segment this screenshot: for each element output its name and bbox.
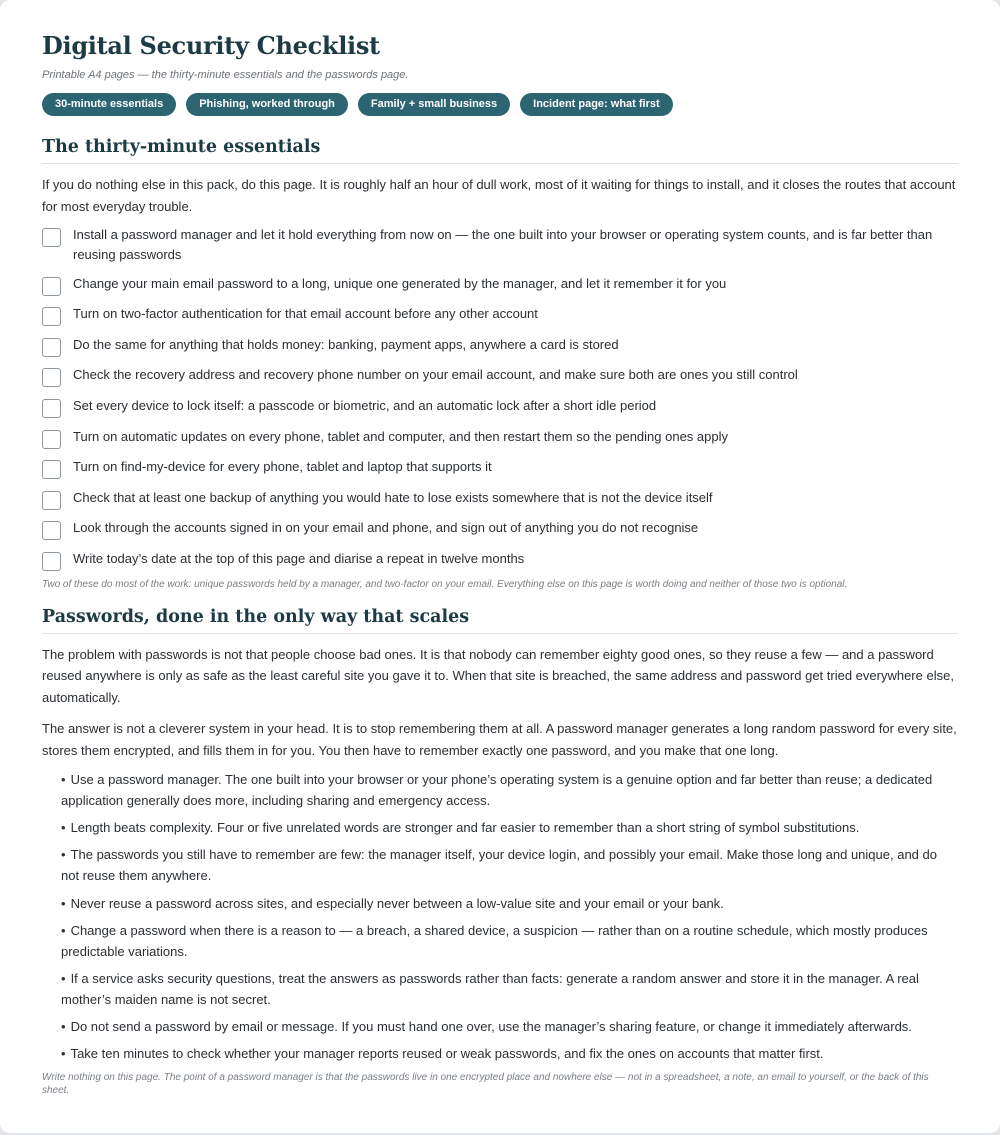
checklist-item: [42, 225, 958, 265]
list-item-text: Use a password manager. The one built into your browser or your phone’s operating system is a genuine option and far better than reuse; a dedicated application generally does more, including sharing and emergency access.: [61, 772, 933, 809]
checklist-item: [42, 304, 958, 326]
nav-pill-phishing[interactable]: Phishing, worked through: [186, 93, 348, 116]
checklist-item: [42, 396, 958, 418]
essentials-heading: The thirty-minute essentials: [42, 135, 958, 164]
passwords-para-1: The problem with passwords is not that people choose bad ones. It is that nobody can remember eighty good ones, so they reuse a few — and a password reused anywhere is only as safe as the least careful site you gave it to. When that site is breached, the same address and password get tried everywhere else, automatically.: [42, 646, 954, 705]
list-item: [61, 844, 958, 886]
checklist-item: [42, 274, 958, 296]
page-title: Digital Security Checklist: [42, 31, 380, 60]
checklist-item-text: Install a password manager and let it hold everything from now on — the one built into your browser or operating system counts, and is far better than reusing passwords: [73, 227, 933, 262]
list-item: [61, 817, 958, 838]
checkbox[interactable]: [42, 491, 61, 510]
checkbox[interactable]: [42, 277, 61, 296]
bullet-icon: •: [61, 1046, 66, 1062]
checkbox[interactable]: [42, 228, 61, 247]
passwords-bullet-list: [42, 769, 958, 1064]
list-item: [61, 1043, 958, 1064]
checkbox[interactable]: [42, 430, 61, 449]
bullet-icon: •: [61, 772, 66, 788]
bullet-icon: •: [61, 970, 66, 986]
checklist-item-text: Turn on find-my-device for every phone, tablet and laptop that supports it: [73, 459, 492, 475]
nav-pill-essentials[interactable]: 30-minute essentials: [42, 93, 176, 116]
checklist-item: [42, 457, 958, 479]
checklist-item-text: Look through the accounts signed in on your email and phone, and sign out of anything you do not recognise: [73, 520, 699, 536]
checklist-item-text: Check that at least one backup of anything you would hate to lose exists somewhere that is not the device itself: [73, 489, 713, 505]
checklist-item-text: Turn on two-factor authentication for that email account before any other account: [73, 306, 538, 322]
bullet-icon: •: [61, 922, 66, 938]
checklist-item: [42, 365, 958, 387]
bullet-icon: •: [61, 1019, 66, 1035]
list-item-text: The passwords you still have to remember are few: the manager itself, your device login, and possibly your email. Make those long and unique, and do not reuse them anywhere.: [61, 847, 937, 884]
essentials-note: Two of these do most of the work: unique passwords held by a manager, and two-factor on your email. Everything else on this page is worth doing and neither of those two is optional.: [42, 578, 848, 590]
checkbox[interactable]: [42, 338, 61, 357]
list-item-text: Do not send a password by email or message. If you must hand one over, use the manager’s sharing feature, or change it immediately afterwards.: [70, 1019, 912, 1035]
section-nav: [42, 93, 958, 116]
list-item: [61, 968, 958, 1010]
passwords-note: Write nothing on this page. The point of a password manager is that the passwords live in one encrypted place and nowhere else — not in a spreadsheet, a note, an email to yourself, or the back of this sheet.: [42, 1071, 929, 1096]
list-item-text: Length beats complexity. Four or five unrelated words are stronger and far easier to remember than a short string of symbol substitutions.: [70, 820, 860, 836]
checkbox[interactable]: [42, 307, 61, 326]
checklist-item-text: Check the recovery address and recovery phone number on your email account, and make sure both are ones you still control: [73, 367, 798, 383]
bullet-icon: •: [61, 820, 66, 836]
checklist-item-text: Turn on automatic updates on every phone, tablet and computer, and then restart them so the pending ones apply: [73, 428, 729, 444]
passwords-para-2: The answer is not a cleverer system in your head. It is to stop remembering them at all. A password manager generates a long random password for every site, stores them encrypted, and fills them in for you. You then have to remember exactly one password, and you make that one long.: [42, 721, 957, 758]
checkbox[interactable]: [42, 399, 61, 418]
list-item: [61, 920, 958, 962]
bullet-icon: •: [61, 895, 66, 911]
list-item-text: Take ten minutes to check whether your manager reports reused or weak passwords, and fix the ones on accounts that matter first.: [70, 1046, 824, 1062]
passwords-heading: Passwords, done in the only way that scales: [42, 605, 958, 634]
checklist-item-text: Change your main email password to a long, unique one generated by the manager, and let it remember it for you: [73, 275, 727, 291]
checklist-item: [42, 518, 958, 540]
checklist-item: [42, 427, 958, 449]
checklist-item-text: Do the same for anything that holds money: banking, payment apps, anywhere a card is stored: [73, 336, 619, 352]
checklist-item-text: Set every device to lock itself: a passcode or biometric, and an automatic lock after a short idle period: [73, 397, 657, 413]
essentials-checklist: [42, 225, 958, 571]
list-item: [61, 1016, 958, 1037]
nav-pill-incident[interactable]: Incident page: what first: [520, 93, 673, 116]
list-item: [61, 769, 958, 811]
checklist-item: [42, 488, 958, 510]
list-item: [61, 893, 958, 914]
checkbox[interactable]: [42, 368, 61, 387]
checklist-item: [42, 549, 958, 571]
list-item-text: If a service asks security questions, treat the answers as passwords rather than facts: generate a random answer and store it in the manager. A real mother’s maiden name is not secret.: [61, 970, 919, 1007]
checklist-item-text: Write today’s date at the top of this page and diarise a repeat in twelve months: [73, 550, 525, 566]
list-item-text: Never reuse a password across sites, and especially never between a low-value site and your email or your bank.: [70, 895, 724, 911]
page-subtitle: Printable A4 pages — the thirty-minute essentials and the passwords page.: [42, 69, 409, 81]
list-item-text: Change a password when there is a reason to — a breach, a shared device, a suspicion — rather than on a routine schedule, which mostly produces predictable variations.: [61, 922, 928, 959]
bullet-icon: •: [61, 847, 66, 863]
essentials-intro: If you do nothing else in this pack, do this page. It is roughly half an hour of dull work, most of it waiting for things to install, and it closes the routes that account for most everyday trouble.: [42, 177, 956, 214]
checklist-item: [42, 335, 958, 357]
checkbox[interactable]: [42, 521, 61, 540]
nav-pill-family-business[interactable]: Family + small business: [358, 93, 510, 116]
checkbox[interactable]: [42, 552, 61, 571]
checkbox[interactable]: [42, 460, 61, 479]
